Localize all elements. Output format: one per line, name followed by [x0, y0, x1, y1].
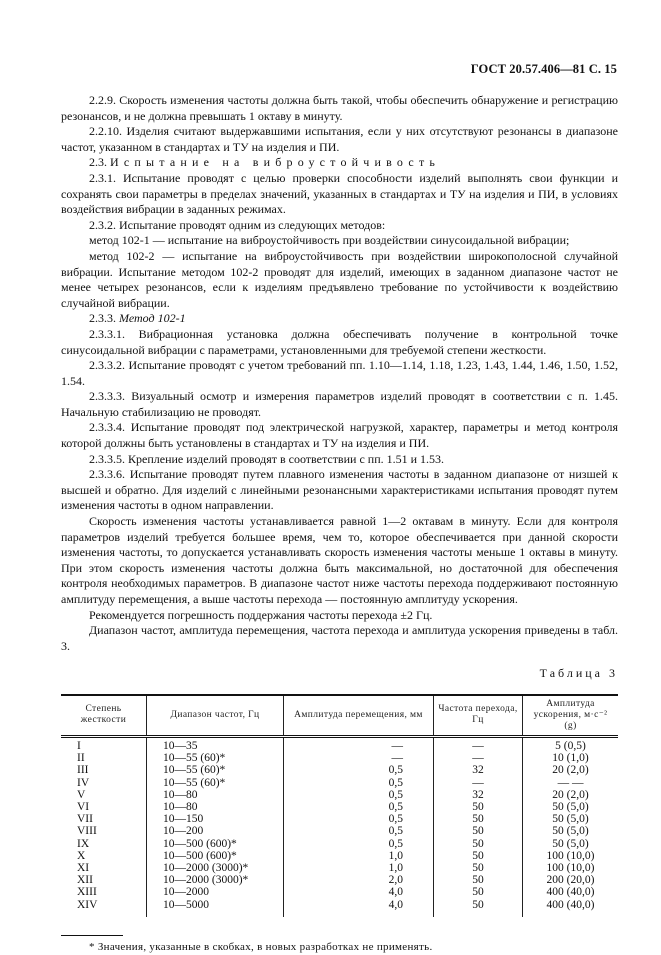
table-row — [61, 736, 618, 752]
table-row — [61, 886, 618, 898]
cell-frequency-range: 10—80 — [147, 789, 284, 801]
cell-acceleration: 400 (40,0) — [523, 886, 619, 898]
cell-frequency-range: 10—80 — [147, 801, 284, 813]
cell-frequency-range: 10—5000 — [147, 899, 284, 917]
section-number: 2.3.3. — [89, 311, 116, 326]
table-row — [61, 777, 618, 789]
cell-displacement: 0,5 — [284, 838, 434, 850]
footnote: * Значения, указанные в скобках, в новых разработках не применять. — [89, 940, 433, 953]
cell-displacement: 2,0 — [284, 874, 434, 886]
cell-frequency-range: 10—200 — [147, 825, 284, 837]
paragraph-2-2-10: 2.2.10. Изделия считают выдержавшими испытания, если у них отсутствуют резонансы в диапазоне частот, указанном в стандартах и ТУ на изделия и ПИ. — [61, 124, 618, 154]
cell-crossover: 50 — [434, 838, 523, 850]
method-102-1-item: метод 102-1 — испытание на виброустойчивость при воздействии синусоидальной вибрации; — [89, 233, 570, 248]
cell-frequency-range: 10—500 (600)* — [147, 838, 284, 850]
paragraph-2-3-3-5: 2.3.3.5. Крепление изделий проводят в соответствии с пп. 1.51 и 1.53. — [89, 451, 445, 466]
header-crossover-frequency: Частота перехода, Гц — [434, 695, 523, 737]
cell-frequency-range: 10—150 — [147, 813, 284, 825]
table-header-row — [61, 695, 618, 737]
cell-acceleration: 100 (10,0) — [523, 850, 619, 862]
paragraph-sweep-rate: Скорость изменения частоты устанавливается равной 1—2 октавам в минуту. Если для контроля параметров изделий требуется большее время, чем то, которое обеспечивается при данной скорости изменения частоты, то допускается устанавливать скорость изменения частоты меньше 1 октавы в минуту. При этом скорость изменения частоты должна быть максимальной, но достаточной для обеспечения контроля необходимых параметров. В диапазоне частот ниже частоты перехода поддерживают постоянную амплитуду перемещения, а выше частоты перехода — постоянную амплитуду ускорения. — [61, 514, 618, 606]
cell-frequency-range: 10—2000 (3000)* — [147, 862, 284, 874]
table-row — [61, 789, 618, 801]
cell-crossover: 32 — [434, 764, 523, 776]
document-body — [61, 93, 618, 955]
cell-frequency-range: 10—2000 — [147, 886, 284, 898]
cell-crossover: 50 — [434, 825, 523, 837]
cell-acceleration: 50 (5,0) — [523, 825, 619, 837]
cell-crossover: — — [434, 752, 523, 764]
cell-displacement: 4,0 — [284, 886, 434, 898]
cell-acceleration: 400 (40,0) — [523, 899, 619, 917]
cell-displacement: 4,0 — [284, 899, 434, 917]
table-row — [61, 850, 618, 862]
cell-severity: VIII — [77, 825, 97, 838]
table-row — [61, 813, 618, 825]
cell-displacement: 0,5 — [284, 813, 434, 825]
cell-severity: V — [77, 788, 86, 801]
cell-severity: XIII — [77, 886, 97, 899]
cell-crossover: — — [434, 777, 523, 789]
cell-displacement: 0,5 — [284, 764, 434, 776]
table-row — [61, 825, 618, 837]
method-102-2-item: метод 102-2 — испытание на виброустойчивость при воздействии широкополосной случайной вибрации. Испытание методом 102-2 проводят для изделий, имеющих в заданном диапазоне частот не менее четырех резонансов, если к изделиям предъявлено требование по устойчивости к воздействию случайной вибрации. — [61, 248, 618, 310]
cell-displacement: 0,5 — [284, 801, 434, 813]
section-heading-2-3-3 — [61, 311, 618, 327]
cell-frequency-range: 10—55 (60)* — [147, 752, 284, 764]
cell-severity: VI — [77, 800, 90, 813]
table-row — [61, 838, 618, 850]
cell-acceleration: 10 (1,0) — [523, 752, 619, 764]
cell-displacement: — — [284, 752, 434, 764]
section-title: Испытание на виброустойчивость — [110, 155, 441, 170]
cell-severity: III — [77, 764, 89, 777]
header-displacement-amplitude: Амплитуда перемещения, мм — [284, 695, 434, 737]
cell-frequency-range: 10—500 (600)* — [147, 850, 284, 862]
paragraph-2-3-3-6: 2.3.3.6. Испытание проводят путем плавного изменения частоты в заданном диапазоне от низшей к высшей и обратно. Для изделий с линейными резонансными характеристиками испытания проводят путем изменения частоты в одном направлении. — [61, 467, 618, 513]
paragraph-table-reference: Диапазон частот, амплитуда перемещения, частота перехода и амплитуда ускорения приведены в табл. 3. — [61, 623, 618, 653]
cell-acceleration: 200 (20,0) — [523, 874, 619, 886]
cell-crossover: 50 — [434, 886, 523, 898]
cell-severity: IX — [77, 837, 90, 850]
cell-displacement: 0,5 — [284, 789, 434, 801]
cell-severity: II — [77, 752, 85, 765]
cell-displacement: 1,0 — [284, 850, 434, 862]
paragraph-2-3-1: 2.3.1. Испытание проводят с целью проверки способности изделий выполнять свои функции и сохранять свои параметры в пределах значений, указанных в стандартах и ТУ на изделия и ПИ, в условиях воздействия вибрации в заданных режимах. — [61, 170, 618, 217]
cell-crossover: — — [434, 736, 523, 752]
running-header: ГОСТ 20.57.406—81 С. 15 — [470, 62, 617, 76]
cell-acceleration: 50 (5,0) — [523, 801, 619, 813]
paragraph-2-3-3-1: 2.3.3.1. Вибрационная установка должна обеспечивать получение в контрольной точке синусоидальной вибрации с параметрами, установленными для требуемой степени жесткости. — [61, 326, 618, 357]
header-acceleration-amplitude: Амплитуда ускорения, м·с⁻² (g) — [523, 695, 619, 737]
paragraph-tolerance: Рекомендуется погрешность поддержания частоты перехода ±2 Гц. — [89, 607, 433, 622]
cell-crossover: 50 — [434, 850, 523, 862]
cell-crossover: 50 — [434, 862, 523, 874]
paragraph-2-2-9: 2.2.9. Скорость изменения частоты должна быть такой, чтобы обеспечить обнаружение и регистрацию резонансов, и не должна превышать 1 октаву в минуту. — [61, 93, 618, 123]
cell-displacement: — — [284, 736, 434, 752]
cell-crossover: 32 — [434, 789, 523, 801]
cell-acceleration: 5 (0,5) — [523, 736, 619, 752]
cell-crossover: 50 — [434, 813, 523, 825]
cell-crossover: 50 — [434, 899, 523, 917]
cell-severity: XI — [77, 862, 90, 874]
cell-acceleration: 50 (5,0) — [523, 813, 619, 825]
paragraph-2-3-3-2: 2.3.3.2. Испытание проводят с учетом требований пп. 1.10—1.14, 1.18, 1.23, 1.43, 1.44, 1.46, 1.50, 1.52, 1.54. — [61, 358, 618, 388]
table-3 — [61, 694, 618, 917]
paragraph-2-3-3-4: 2.3.3.4. Испытание проводят под электрической нагрузкой, характер, параметры и метод контроля которой должны быть установлены в стандартах и ТУ на изделия и ПИ. — [61, 420, 618, 451]
section-title: Метод 102-1 — [119, 311, 186, 326]
cell-severity: IV — [77, 776, 90, 789]
cell-crossover: 50 — [434, 801, 523, 813]
cell-acceleration: 20 (2,0) — [523, 789, 619, 801]
paragraph-2-3-3-3: 2.3.3.3. Визуальный осмотр и измерения параметров изделий проводят в соответствии с п. 1.45. Начальную стабилизацию не проводят. — [61, 389, 618, 419]
cell-frequency-range: 10—35 — [147, 736, 284, 752]
cell-severity: XIV — [77, 898, 98, 911]
cell-crossover: 50 — [434, 874, 523, 886]
cell-frequency-range: 10—2000 (3000)* — [147, 874, 284, 886]
cell-displacement: 0,5 — [284, 777, 434, 789]
header-frequency-range: Диапазон частот, Гц — [147, 695, 284, 737]
section-heading-2-3 — [61, 155, 618, 171]
cell-acceleration: 100 (10,0) — [523, 862, 619, 874]
cell-severity: XII — [77, 874, 93, 887]
cell-acceleration: — — — [523, 777, 619, 789]
cell-frequency-range: 10—55 (60)* — [147, 764, 284, 776]
table-caption: Таблица 3 — [539, 666, 618, 681]
cell-acceleration: 20 (2,0) — [523, 764, 619, 776]
cell-frequency-range: 10—55 (60)* — [147, 777, 284, 789]
table-row — [61, 752, 618, 764]
cell-severity: X — [77, 849, 86, 862]
table-row — [61, 862, 618, 874]
table-row — [61, 874, 618, 886]
table-row — [61, 801, 618, 813]
cell-severity: I — [77, 739, 81, 752]
table-row — [61, 899, 618, 917]
section-number: 2.3. — [89, 155, 107, 170]
cell-severity: VII — [77, 813, 93, 826]
header-severity: Степень жесткости — [61, 695, 147, 737]
paragraph-2-3-2: 2.3.2. Испытание проводят одним из следующих методов: — [89, 217, 386, 232]
cell-acceleration: 50 (5,0) — [523, 838, 619, 850]
cell-displacement: 1,0 — [284, 862, 434, 874]
cell-displacement: 0,5 — [284, 825, 434, 837]
table-row — [61, 764, 618, 776]
